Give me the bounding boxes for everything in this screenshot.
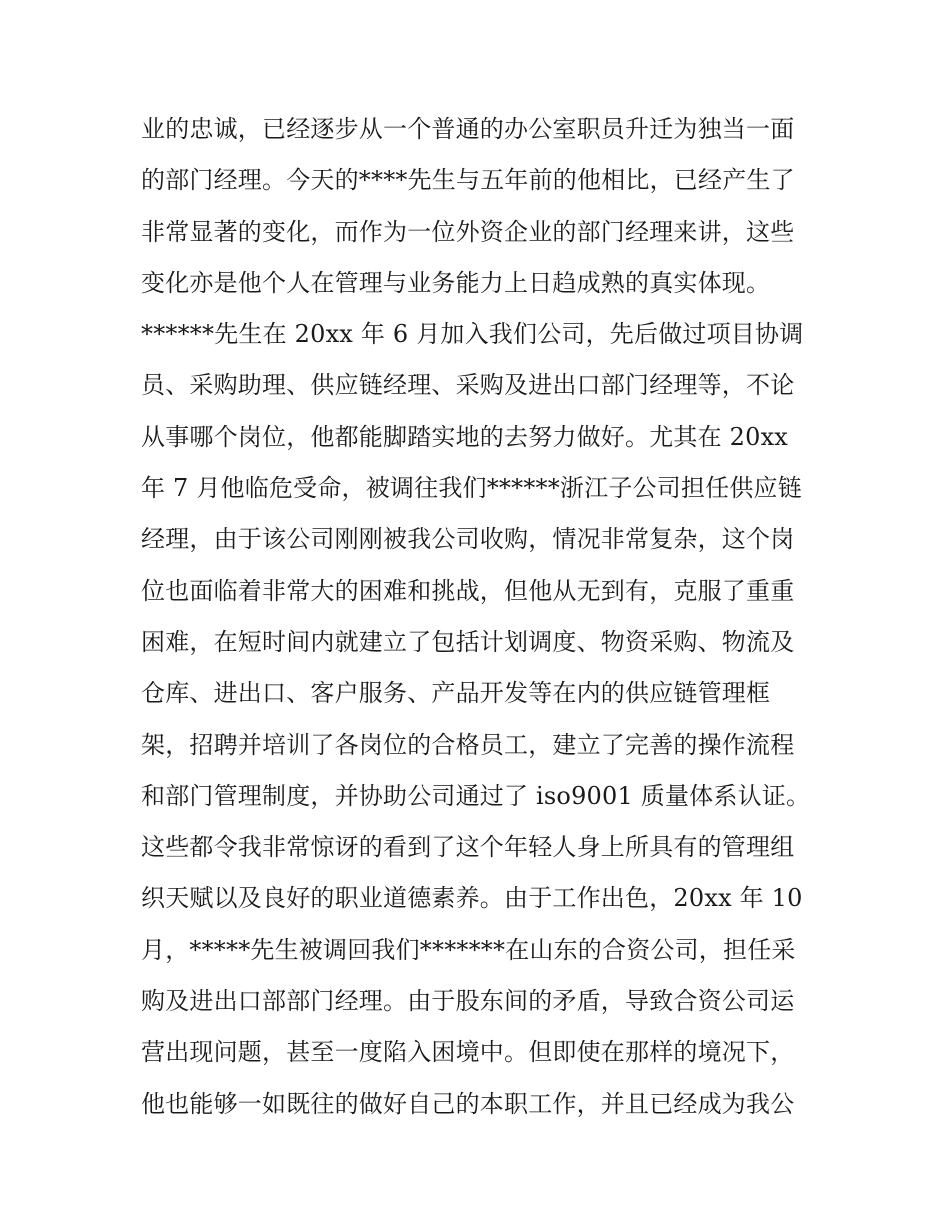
text-line-17: 月，*****先生被调回我们*******在山东的合资公司，担任采 (141, 935, 796, 964)
text-line-15: 这些都令我非常惊讶的看到了这个年轻人身上所具有的管理组 (141, 833, 795, 862)
text-line-2: 的部门经理。今天的****先生与五年前的他相比，已经产生了 (141, 166, 795, 195)
text-line-11: 困难，在短时间内就建立了包括计划调度、物资采购、物流及 (141, 627, 795, 656)
text-line-8: 年 7 月他临危受命，被调往我们******浙江子公司担任供应链 (141, 474, 802, 503)
text-line-9: 经理，由于该公司刚刚被我公司收购，情况非常复杂，这个岗 (141, 525, 795, 554)
body-text (141, 104, 821, 1130)
text-line-10: 位也面临着非常大的困难和挑战，但他从无到有，克服了重重 (141, 576, 795, 605)
text-line-20: 他也能够一如既往的做好自己的本职工作，并且已经成为我公 (141, 1089, 795, 1118)
text-line-7: 从事哪个岗位，他都能脚踏实地的去努力做好。尤其在 20xx (141, 422, 789, 451)
text-line-1: 业的忠诚，已经逐步从一个普通的办公室职员升迁为独当一面 (141, 115, 795, 143)
text-line-13: 架，招聘并培训了各岗位的合格员工，建立了完善的操作流程 (141, 730, 795, 759)
text-line-18: 购及进出口部部门经理。由于股东间的矛盾，导致合资公司运 (141, 987, 795, 1016)
text-line-5: ******先生在 20xx 年 6 月加入我们公司，先后做过项目协调 (141, 320, 804, 349)
text-line-3: 非常显著的变化，而作为一位外资企业的部门经理来讲，这些 (141, 217, 795, 246)
text-line-6: 员、采购助理、供应链经理、采购及进出口部门经理等，不论 (141, 371, 795, 400)
text-line-16: 织天赋以及良好的职业道德素养。由于工作出色，20xx 年 10 (141, 884, 803, 913)
text-line-4: 变化亦是他个人在管理与业务能力上日趋成熟的真实体现。 (141, 268, 771, 297)
text-line-19: 营出现问题，甚至一度陷入困境中。但即使在那样的境况下， (141, 1038, 795, 1067)
text-line-12: 仓库、进出口、客户服务、产品开发等在内的供应链管理框 (141, 679, 771, 708)
text-line-14: 和部门管理制度，并协助公司通过了 iso9001 质量体系认证。 (141, 781, 811, 810)
